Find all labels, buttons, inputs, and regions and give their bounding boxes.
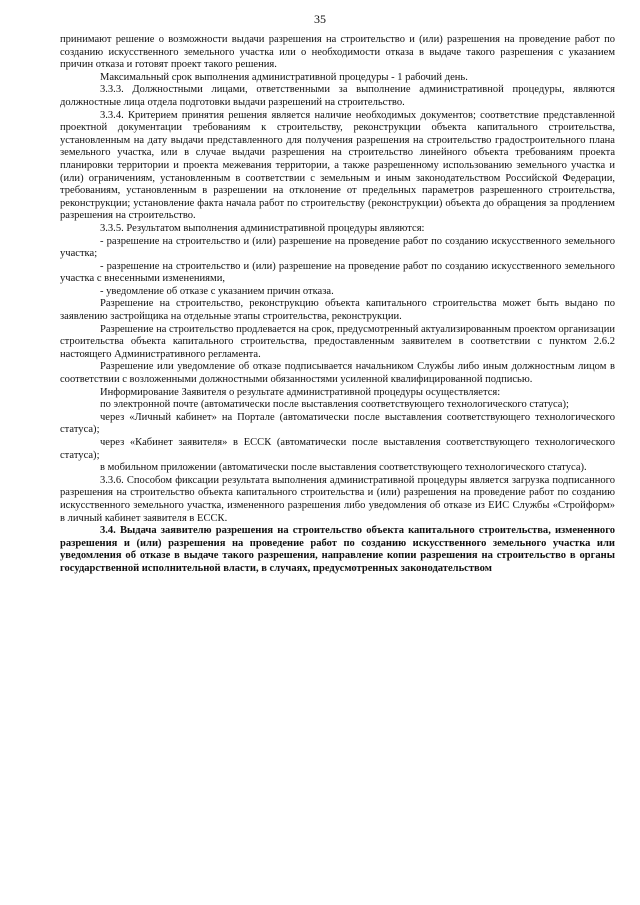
paragraph-3-3-6: 3.3.6. Способом фиксации результата выполнения административной процедуры является загрузка подписанного разрешения на строительство объекта капитального строительства и (или) разрешения на проведение работ по созданию искусственного земельного участка, измененного разрешения либо уведомления об отказе из ЕИС Службы «Стройформ» в личный кабинет заявителя в ЕССК. bbox=[60, 474, 615, 524]
paragraph-3-3-3: 3.3.3. Должностными лицами, ответственными за выполнение административной процедуры, являются должностные лица отдела подготовки выдачи разрешений на строительство. bbox=[60, 84, 615, 108]
paragraph-max-term: Максимальный срок выполнения административной процедуры - 1 рабочий день. bbox=[100, 71, 468, 83]
paragraph-stages: Разрешение на строительство, реконструкцию объекта капитального строительства может быть выдано по заявлению застройщика на отдельные этапы строительства, реконструкции. bbox=[60, 298, 615, 323]
result-list-item: - разрешение на строительство и (или) разрешение на проведение работ по созданию искусственного земельного участка; bbox=[60, 235, 615, 260]
result-list-item: - уведомление об отказе с указанием причин отказа. bbox=[100, 285, 334, 297]
page-number: 35 bbox=[314, 12, 326, 26]
paragraph-informing: Информирование Заявителя о результате административной процедуры осуществляется: bbox=[100, 386, 501, 398]
informing-channel-item: через «Личный кабинет» на Портале (автоматически после выставления соответствующего технологического статуса); bbox=[60, 411, 615, 436]
section-heading-3-4: 3.4. Выдача заявителю разрешения на строительство объекта капитального строительства, измененного разрешения и (или) разрешения на проведение работ по созданию искусственного земельного участка или уведомления об отказе в выдаче такого разрешения, направление копии разрешения на строительство в органы государственной исполнительной власти, в случаях, предусмотренных законодательством bbox=[60, 525, 615, 574]
informing-channel-item: по электронной почте (автоматически после выставления соответствующего технологического статуса); bbox=[100, 399, 569, 411]
paragraph-signature: Разрешение или уведомление об отказе подписывается начальником Службы либо иным должностным лицом в соответствии с возложенными должностными обязанностями усиленной квалифицированной подписью. bbox=[60, 361, 615, 386]
paragraph-3-3-5: 3.3.5. Результатом выполнения административной процедуры являются: bbox=[100, 222, 425, 234]
paragraph-extension: Разрешение на строительство продлевается на срок, предусмотренный актуализированным проектом организации строительства объекта капитального строительства, предоставленным заявителем в соответствии с пунктом 2.6.2 настоящего Административного регламента. bbox=[60, 323, 615, 360]
document-body bbox=[60, 34, 615, 576]
informing-channel-item: через «Кабинет заявителя» в ЕССК (автоматически после выставления соответствующего технологического статуса); bbox=[60, 437, 615, 461]
result-list-item: - разрешение на строительство и (или) разрешение на проведение работ по созданию искусственного земельного участка с внесенными изменениями, bbox=[60, 260, 615, 285]
paragraph-decision-continuation: принимают решение о возможности выдачи разрешения на строительство и (или) разрешения на проведение работ по созданию искусственного земельного участка или о необходимости отказа в выдаче такого разрешения с указанием причин отказа и готовят проект такого решения. bbox=[60, 34, 615, 71]
paragraph-3-3-4: 3.3.4. Критерием принятия решения является наличие необходимых документов; соответствие представленной проектной документации требованиям к строительству, реконструкции объекта капитального строительства, установленным на дату выдачи представленного для получения разрешения на строительство градостроительного плана земельного участка, или в случае выдачи разрешения на строительство линейного объекта требованиям проекта планировки территории и проекта межевания территории, а также разрешенному использованию земельного участка и (или) ограничениям, установленным в соответствии с земельным и иным законодательством Российской Федерации, требованиям, установленным в разрешении на отклонение от предельных параметров разрешенного строительства, реконструкции; установление факта начала работ по строительству (реконструкции) объекта до обращения за продлением разрешения на строительство. bbox=[60, 109, 615, 222]
informing-channel-item: в мобильном приложении (автоматически после выставления соответствующего технологического статуса). bbox=[100, 462, 587, 474]
